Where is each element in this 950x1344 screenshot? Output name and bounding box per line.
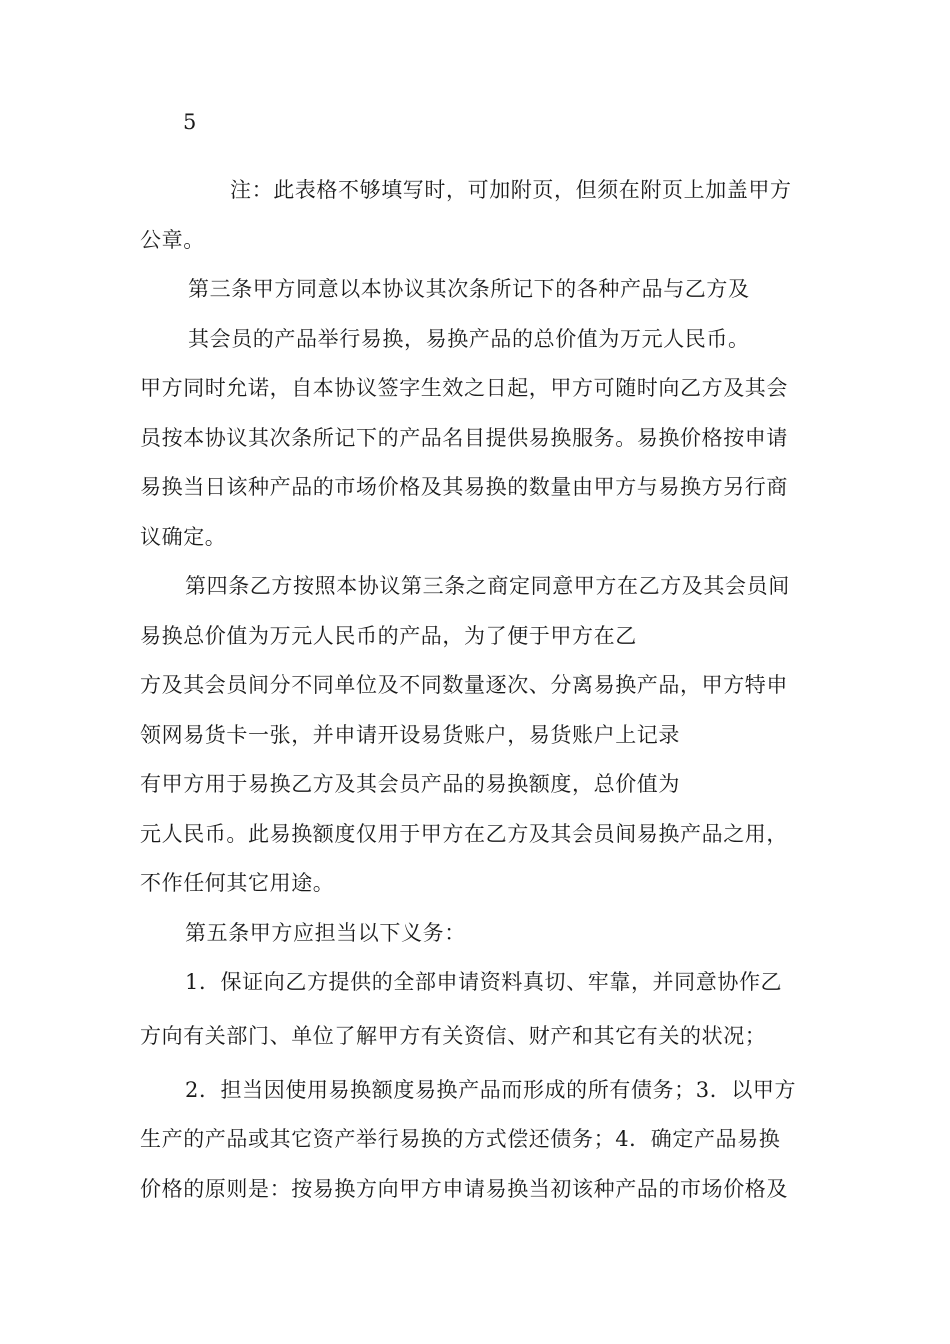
paragraph-line: 第四条乙方按照本协议第三条之商定同意甲方在乙方及其会员间	[185, 574, 790, 598]
paragraph-line: 方向有关部门、单位了解甲方有关资信、财产和其它有关的状况；	[140, 1024, 767, 1048]
paragraph-line: 易换总价值为万元人民币的产品，为了便于甲方在乙	[140, 624, 637, 648]
paragraph-line: 方及其会员间分不同单位及不同数量逐次、分离易换产品，甲方特申	[140, 673, 788, 697]
paragraph-line: 领网易货卡一张，并申请开设易货账户，易货账户上记录	[140, 723, 680, 747]
paragraph-line: 其会员的产品举行易换，易换产品的总价值为万元人民币。	[188, 327, 750, 351]
paragraph-line: 元人民币。此易换额度仅用于甲方在乙方及其会员间易换产品之用，	[140, 822, 788, 846]
paragraph-line: 第三条甲方同意以本协议其次条所记下的各种产品与乙方及	[188, 277, 750, 301]
paragraph-line: 员按本协议其次条所记下的产品名目提供易换服务。易换价格按申请	[140, 426, 788, 450]
page-number: 5	[183, 110, 197, 134]
paragraph-line: 易换当日该种产品的市场价格及其易换的数量由甲方与易换方另行商	[140, 475, 788, 499]
paragraph-line: 第五条甲方应担当以下义务：	[185, 921, 466, 945]
paragraph-line: 生产的产品或其它资产举行易换的方式偿还债务；4．确定产品易换	[140, 1127, 781, 1151]
paragraph-line: 议确定。	[140, 525, 227, 549]
paragraph-line: 注：此表格不够填写时，可加附页，但须在附页上加盖甲方	[230, 178, 792, 202]
paragraph-line: 不作任何其它用途。	[140, 871, 335, 895]
paragraph-line: 价格的原则是：按易换方向甲方申请易换当初该种产品的市场价格及	[140, 1177, 788, 1201]
paragraph-line: 有甲方用于易换乙方及其会员产品的易换额度，总价值为	[140, 772, 680, 796]
paragraph-line: 公章。	[140, 228, 205, 252]
paragraph-line: 1．保证向乙方提供的全部申请资料真切、牢靠，并同意协作乙	[185, 970, 783, 994]
paragraph-line: 甲方同时允诺，自本协议签字生效之日起，甲方可随时向乙方及其会	[140, 376, 788, 400]
paragraph-line: 2．担当因使用易换额度易换产品而形成的所有债务；3．以甲方	[185, 1078, 797, 1102]
